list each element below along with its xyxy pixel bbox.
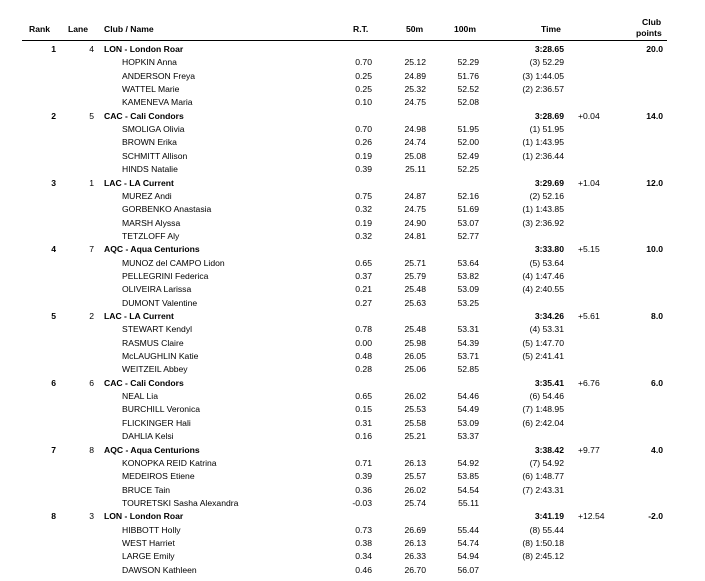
- swimmer-name-cell: PELLEGRINI Federica: [122, 270, 209, 281]
- rank-cell: 5: [51, 311, 56, 321]
- reaction-time-cell: 0.39: [355, 164, 372, 175]
- split-100m-cell: 53.71: [457, 351, 479, 362]
- split-100m-cell: 53.64: [457, 257, 479, 268]
- split-100m-cell: 52.16: [457, 190, 479, 201]
- club-points-cell: 4.0: [651, 444, 663, 455]
- split-100m-cell: 54.49: [457, 404, 479, 415]
- club-name-cell: LON - London Roar: [104, 44, 184, 54]
- split-100m-cell: 54.92: [457, 457, 479, 468]
- split-50m-cell: 24.74: [404, 137, 426, 148]
- cumulative-split-cell: (8) 1:50.18: [522, 538, 564, 548]
- split-100m-cell: 52.52: [457, 84, 479, 94]
- split-100m-cell: 51.95: [457, 124, 479, 135]
- cumulative-split-cell: (4) 2:40.55: [522, 284, 564, 295]
- swimmer-name-cell: DAHLIA Kelsi: [122, 431, 174, 442]
- split-100m-cell: 54.94: [457, 551, 479, 562]
- swimmer-row: [0, 484, 705, 497]
- time-behind-cell: +1.04: [578, 177, 600, 188]
- split-100m-cell: 53.09: [457, 417, 479, 428]
- swimmer-row: [0, 497, 705, 510]
- swimmer-name-cell: MUNOZ del CAMPO Lidon: [122, 257, 225, 268]
- lane-cell: 5: [89, 110, 94, 121]
- cumulative-split-cell: (8) 55.44: [529, 524, 564, 535]
- split-50m-cell: 24.75: [404, 204, 426, 215]
- split-100m-cell: 53.09: [457, 284, 479, 295]
- split-100m-cell: 55.11: [458, 497, 479, 508]
- rank-cell: 4: [51, 244, 56, 255]
- swimmer-name-cell: WATTEL Marie: [122, 84, 180, 94]
- rank-cell: 3: [51, 177, 56, 188]
- split-100m-cell: 53.37: [457, 431, 479, 442]
- lane-cell: 8: [89, 444, 94, 455]
- team-result-row: [0, 310, 705, 323]
- cumulative-split-cell: (7) 54.92: [529, 457, 564, 468]
- reaction-time-cell: 0.36: [355, 484, 372, 495]
- cumulative-split-cell: (6) 54.46: [529, 391, 564, 402]
- swimmer-row: [0, 524, 705, 537]
- swimmer-row: [0, 96, 705, 109]
- split-50m-cell: 26.13: [404, 538, 426, 548]
- split-50m-cell: 26.69: [404, 524, 426, 535]
- cumulative-split-cell: (4) 1:47.46: [522, 270, 564, 281]
- header-rule: [22, 40, 667, 41]
- reaction-time-cell: 0.25: [355, 70, 372, 81]
- swimmer-row: [0, 217, 705, 230]
- split-100m-cell: 53.82: [457, 270, 479, 281]
- split-50m-cell: 24.98: [404, 124, 426, 135]
- cumulative-split-cell: (5) 53.64: [529, 257, 564, 268]
- swimmer-name-cell: TETZLOFF Aly: [122, 230, 180, 241]
- swimmer-row: [0, 323, 705, 336]
- team-result-row: [0, 43, 705, 56]
- club-points-cell: 10.0: [646, 244, 663, 255]
- final-time-cell: 3:41.19: [534, 511, 564, 522]
- club-name-cell: CAC - Cali Condors: [104, 110, 184, 121]
- swimmer-name-cell: FLICKINGER Hali: [122, 417, 191, 428]
- swimmer-row: [0, 283, 705, 296]
- split-50m-cell: 26.70: [404, 564, 426, 575]
- swimmer-row: [0, 337, 705, 350]
- swimmer-name-cell: LARGE Emily: [122, 551, 175, 562]
- swimmer-row: [0, 470, 705, 483]
- swimmer-name-cell: KAMENEVA Maria: [122, 97, 193, 108]
- split-50m-cell: 24.90: [404, 217, 426, 228]
- split-50m-cell: 26.02: [404, 391, 426, 402]
- split-100m-cell: 54.54: [457, 484, 479, 495]
- swimmer-row: [0, 83, 705, 96]
- time-behind-cell: +0.04: [578, 110, 600, 121]
- time-behind-cell: +5.61: [578, 311, 600, 321]
- split-100m-cell: 54.46: [457, 391, 479, 402]
- cumulative-split-cell: (7) 2:43.31: [522, 484, 564, 495]
- cumulative-split-cell: (6) 2:42.04: [522, 417, 564, 428]
- time-behind-cell: +12.54: [578, 511, 605, 522]
- rank-cell: 8: [51, 511, 56, 522]
- swimmer-row: [0, 203, 705, 216]
- split-100m-cell: 53.31: [457, 324, 479, 335]
- cumulative-split-cell: (1) 1:43.85: [522, 204, 564, 215]
- swimmer-name-cell: BRUCE Tain: [122, 484, 171, 495]
- split-100m-cell: 53.07: [457, 217, 479, 228]
- swimmer-name-cell: RASMUS Claire: [122, 337, 184, 348]
- time-behind-cell: +5.15: [578, 244, 600, 255]
- swimmer-row: [0, 257, 705, 270]
- swimmer-row: [0, 350, 705, 363]
- reaction-time-cell: 0.19: [355, 217, 372, 228]
- swimmer-name-cell: GORBENKO Anastasia: [122, 204, 212, 215]
- cumulative-split-cell: (4) 53.31: [529, 324, 564, 335]
- club-points-cell: 12.0: [646, 177, 663, 188]
- swimmer-row: [0, 230, 705, 243]
- final-time-cell: 3:34.26: [534, 311, 564, 321]
- swimmer-row: [0, 417, 705, 430]
- swimmer-name-cell: MARSH Alyssa: [122, 217, 181, 228]
- split-50m-cell: 25.57: [404, 471, 426, 482]
- split-50m-cell: 25.58: [404, 417, 426, 428]
- cumulative-split-cell: (5) 2:41.41: [522, 351, 564, 362]
- club-points-cell: 14.0: [646, 110, 663, 121]
- final-time-cell: 3:33.80: [534, 244, 564, 255]
- reaction-time-cell: 0.32: [355, 204, 372, 215]
- rank-cell: 6: [51, 377, 56, 388]
- reaction-time-cell: 0.32: [355, 230, 372, 241]
- cumulative-split-cell: (3) 52.29: [529, 57, 564, 68]
- split-50m-cell: 25.71: [404, 257, 426, 268]
- reaction-time-cell: 0.75: [355, 190, 372, 201]
- split-100m-cell: 51.69: [457, 204, 479, 215]
- lane-cell: 6: [89, 377, 94, 388]
- swimmer-row: [0, 70, 705, 83]
- split-100m-cell: 52.00: [457, 137, 479, 148]
- time-behind-cell: +9.77: [578, 444, 600, 455]
- club-name-cell: LAC - LA Current: [104, 177, 174, 188]
- split-50m-cell: 24.75: [404, 97, 426, 108]
- rank-cell: 2: [51, 110, 56, 121]
- cumulative-split-cell: (7) 1:48.95: [522, 404, 564, 415]
- club-points-cell: 6.0: [651, 377, 663, 388]
- split-50m-cell: 24.81: [404, 230, 426, 241]
- swimmer-name-cell: BROWN Erika: [122, 137, 177, 148]
- reaction-time-cell: 0.16: [355, 431, 372, 442]
- cumulative-split-cell: (1) 1:43.95: [522, 137, 564, 148]
- reaction-time-cell: 0.00: [355, 337, 372, 348]
- swimmer-row: [0, 56, 705, 69]
- split-100m-cell: 54.74: [457, 538, 479, 548]
- swimmer-row: [0, 190, 705, 203]
- swimmer-name-cell: HOPKIN Anna: [122, 57, 177, 68]
- split-100m-cell: 52.49: [457, 150, 479, 161]
- split-100m-header: 100m: [454, 24, 476, 34]
- split-50m-header: 50m: [406, 24, 424, 34]
- swimmer-name-cell: STEWART Kendyl: [122, 324, 193, 335]
- reaction-time-cell: 0.46: [355, 564, 372, 575]
- cumulative-split-cell: (1) 2:36.44: [522, 150, 564, 161]
- swimmer-name-cell: MEDEIROS Etiene: [122, 471, 195, 482]
- split-50m-cell: 25.98: [404, 337, 426, 348]
- cumulative-split-cell: (1) 51.95: [529, 124, 564, 135]
- swimmer-name-cell: MUREZ Andi: [122, 190, 172, 201]
- club-points-cell: -2.0: [648, 511, 663, 522]
- split-50m-cell: 25.48: [404, 284, 426, 295]
- lane-cell: 7: [89, 244, 94, 255]
- reaction-time-cell: 0.21: [355, 284, 372, 295]
- team-result-row: [0, 377, 705, 390]
- reaction-time-cell: 0.71: [355, 457, 372, 468]
- reaction-time-cell: 0.26: [355, 137, 372, 148]
- swimmer-row: [0, 363, 705, 376]
- split-50m-cell: 25.79: [404, 270, 426, 281]
- split-50m-cell: 25.53: [404, 404, 426, 415]
- swimmer-name-cell: NEAL Lia: [122, 391, 158, 402]
- split-100m-cell: 52.29: [457, 57, 479, 68]
- reaction-time-header: R.T.: [353, 24, 369, 34]
- reaction-time-cell: 0.10: [355, 97, 372, 108]
- club-name-cell: AQC - Aqua Centurions: [104, 244, 200, 255]
- club-name-cell: LON - London Roar: [104, 511, 184, 522]
- swimmer-row: [0, 270, 705, 283]
- team-result-row: [0, 110, 705, 123]
- swimmer-name-cell: DUMONT Valentine: [122, 297, 198, 308]
- cumulative-split-cell: (2) 52.16: [529, 190, 564, 201]
- lane-cell: 1: [89, 177, 94, 188]
- reaction-time-cell: 0.38: [355, 538, 372, 548]
- swimmer-name-cell: TOURETSKI Sasha Alexandra: [122, 497, 239, 508]
- swimmer-name-cell: McLAUGHLIN Katie: [122, 351, 199, 362]
- reaction-time-cell: 0.15: [355, 404, 372, 415]
- split-100m-cell: 52.77: [457, 230, 479, 241]
- swimmer-name-cell: WEITZEIL Abbey: [122, 364, 188, 375]
- reaction-time-cell: -0.03: [352, 497, 372, 508]
- reaction-time-cell: 0.25: [355, 84, 372, 94]
- reaction-time-cell: 0.19: [355, 150, 372, 161]
- reaction-time-cell: 0.70: [355, 124, 372, 135]
- final-time-cell: 3:38.42: [534, 444, 564, 455]
- split-50m-cell: 25.06: [404, 364, 426, 375]
- swimmer-name-cell: OLIVEIRA Larissa: [122, 284, 192, 295]
- cumulative-split-cell: (6) 1:48.77: [522, 471, 564, 482]
- cumulative-split-cell: (5) 1:47.70: [522, 337, 564, 348]
- split-50m-cell: 26.13: [404, 457, 426, 468]
- swimmer-name-cell: HINDS Natalie: [122, 164, 178, 175]
- club-points-cell: 20.0: [646, 44, 663, 54]
- team-result-row: [0, 444, 705, 457]
- swimmer-row: [0, 150, 705, 163]
- split-50m-cell: 26.02: [404, 484, 426, 495]
- lane-header: Lane: [68, 24, 89, 34]
- swimmer-row: [0, 163, 705, 176]
- split-100m-cell: 52.08: [457, 97, 479, 108]
- results-header: [0, 0, 705, 45]
- split-50m-cell: 25.08: [404, 150, 426, 161]
- rank-header: Rank: [29, 24, 51, 34]
- cumulative-split-cell: (2) 2:36.57: [522, 84, 564, 94]
- split-50m-cell: 24.87: [404, 190, 426, 201]
- split-100m-cell: 52.25: [457, 164, 479, 175]
- reaction-time-cell: 0.65: [355, 257, 372, 268]
- split-50m-cell: 26.05: [404, 351, 426, 362]
- reaction-time-cell: 0.48: [355, 351, 372, 362]
- swimmer-row: [0, 430, 705, 443]
- cumulative-split-cell: (3) 2:36.92: [522, 217, 564, 228]
- lane-cell: 4: [89, 44, 94, 54]
- reaction-time-cell: 0.34: [355, 551, 372, 562]
- rank-cell: 7: [51, 444, 56, 455]
- swimmer-name-cell: HIBBOTT Holly: [122, 524, 181, 535]
- lane-cell: 2: [89, 311, 94, 321]
- swimmer-row: [0, 537, 705, 550]
- final-time-cell: 3:28.69: [534, 110, 564, 121]
- reaction-time-cell: 0.73: [355, 524, 372, 535]
- reaction-time-cell: 0.31: [355, 417, 372, 428]
- team-result-row: [0, 510, 705, 523]
- split-100m-cell: 56.07: [457, 564, 479, 575]
- split-50m-cell: 25.11: [405, 164, 426, 175]
- split-100m-cell: 53.85: [457, 471, 479, 482]
- final-time-cell: 3:29.69: [534, 177, 564, 188]
- swimmer-row: [0, 457, 705, 470]
- split-100m-cell: 52.85: [457, 364, 479, 375]
- reaction-time-cell: 0.65: [355, 391, 372, 402]
- time-header: Time: [541, 24, 561, 34]
- final-time-cell: 3:28.65: [534, 44, 564, 54]
- club-points-header-line2: points: [636, 28, 662, 38]
- reaction-time-cell: 0.28: [355, 364, 372, 375]
- split-100m-cell: 55.44: [457, 524, 479, 535]
- cumulative-split-cell: (8) 2:45.12: [522, 551, 564, 562]
- swimmer-row: [0, 403, 705, 416]
- lane-cell: 3: [89, 511, 94, 522]
- club-points-cell: 8.0: [651, 311, 663, 321]
- club-name-header: Club / Name: [104, 24, 154, 34]
- time-behind-cell: +6.76: [578, 377, 600, 388]
- swimmer-name-cell: SCHMITT Allison: [122, 150, 188, 161]
- swimmer-row: [0, 123, 705, 136]
- club-name-cell: AQC - Aqua Centurions: [104, 444, 200, 455]
- swimmer-row: [0, 550, 705, 563]
- reaction-time-cell: 0.27: [355, 297, 372, 308]
- split-100m-cell: 51.76: [457, 70, 479, 81]
- swimmer-name-cell: WEST Harriet: [122, 538, 175, 548]
- split-50m-cell: 25.12: [404, 57, 426, 68]
- split-50m-cell: 25.32: [404, 84, 426, 94]
- split-50m-cell: 25.63: [404, 297, 426, 308]
- club-points-header-line1: Club: [642, 17, 662, 27]
- split-50m-cell: 26.33: [404, 551, 426, 562]
- swimmer-name-cell: ANDERSON Freya: [122, 70, 196, 81]
- reaction-time-cell: 0.78: [355, 324, 372, 335]
- swimmer-name-cell: DAWSON Kathleen: [122, 564, 197, 575]
- split-50m-cell: 25.21: [404, 431, 426, 442]
- swimmer-row: [0, 136, 705, 149]
- team-result-row: [0, 243, 705, 256]
- swimmer-name-cell: KONOPKA REID Katrina: [122, 457, 217, 468]
- reaction-time-cell: 0.37: [355, 270, 372, 281]
- club-name-cell: LAC - LA Current: [104, 311, 174, 321]
- swimmer-row: [0, 564, 705, 577]
- split-100m-cell: 54.39: [457, 337, 479, 348]
- swimmer-row: [0, 297, 705, 310]
- split-50m-cell: 24.89: [404, 70, 426, 81]
- reaction-time-cell: 0.39: [355, 471, 372, 482]
- split-50m-cell: 25.48: [404, 324, 426, 335]
- team-result-row: [0, 177, 705, 190]
- rank-cell: 1: [51, 44, 56, 54]
- split-50m-cell: 25.74: [404, 497, 426, 508]
- club-name-cell: CAC - Cali Condors: [104, 377, 184, 388]
- final-time-cell: 3:35.41: [534, 377, 564, 388]
- reaction-time-cell: 0.70: [355, 57, 372, 68]
- cumulative-split-cell: (3) 1:44.05: [522, 70, 564, 81]
- split-100m-cell: 53.25: [457, 297, 479, 308]
- swimmer-row: [0, 390, 705, 403]
- swimmer-name-cell: SMOLIGA Olivia: [122, 124, 185, 135]
- swimmer-name-cell: BURCHILL Veronica: [122, 404, 201, 415]
